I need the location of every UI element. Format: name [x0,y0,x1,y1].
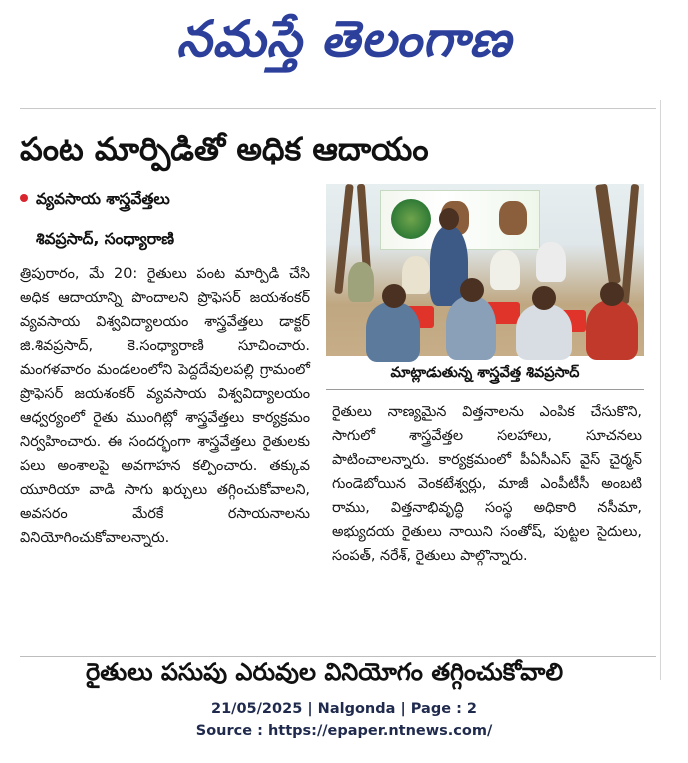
audience-person-2 [446,296,496,360]
newspaper-masthead [0,0,688,84]
article-headline: పంట మార్పిడితో అధిక ఆదాయం [20,130,429,168]
tree-trunk-left-2 [357,184,371,274]
masthead-logo-text: నమస్తే తెలంగాణ [176,10,512,68]
caption-divider [326,389,644,390]
seated-person-3 [490,250,520,290]
tree-trunk-right [595,184,621,285]
byline-names: శివప్రసాద్, సంధ్యారాణి [36,230,175,248]
article-photo [326,184,644,356]
audience-head-2 [460,278,484,302]
byline-role: వ్యవసాయ శాస్త్రవేత్తలు [36,190,170,208]
audience-head-1 [382,284,406,308]
audience-person-4 [586,300,638,360]
banner-emblem-icon [391,199,431,239]
clipping-source[interactable]: Source : https://epaper.ntnews.com/ [195,723,493,739]
speaker-head [439,208,459,230]
audience-head-3 [532,286,556,310]
tree-trunk-right-2 [621,184,639,304]
article-body-right-column: రైతులు నాణ్యమైన విత్తనాలను ఎంపిక చేసుకొని, సాగులో శాస్త్రవేత్తల సలహాలు, సూచనలు పాటించాలన్నారు. కార్యక్రమంలో పీఏసీఎస్ వైస్ చైర్మన్ గుండెబోయిన వెంకటేశ్వర్లు, మాజీ ఎంపీటీసీ అంబటి రాము, విత్తనాభివృద్ధి సంస్థ అధికారి నసీమా, అభ్యుదయ రైతులు నాయిని సంతోష్, పుట్టల సైదులు, సంపత్, నరేశ్, రైతులు పాల్గొన్నారు. [332,404,642,564]
seated-person-1 [348,262,374,302]
seated-person-2 [402,256,430,294]
seated-person-4 [536,242,566,282]
top-divider [20,108,656,109]
audience-person-3 [516,304,572,360]
bullet-icon [20,194,28,202]
next-article-cut-headline [86,658,586,686]
next-article-headline-text: రైతులు పసుపు ఎరువుల వినియోగం తగ్గించుకోవాలి [86,658,564,686]
column-edge-divider [660,100,661,680]
audience-head-4 [600,282,624,306]
banner-portrait-right [499,201,527,235]
clipping-meta: 21/05/2025 | Nalgonda | Page : 2 [210,701,478,717]
article-body-left-column: త్రిపురారం, మే 20: రైతులు పంట మార్పిడి చేసి అధిక ఆదాయాన్ని పొందాలని ప్రొఫెసర్ జయశంకర్ వ్యవసాయ విశ్వవిద్యాలయం శాస్త్రవేత్తలు డాక్టర్ జి.శివప్రసాద్, కె.సంధ్యారాణి సూచించారు. మంగళవారం మండలంలోని పెద్దదేవులపల్లి గ్రామంలో ప్రొఫెసర్ జయశంకర్ వ్యవసాయ విశ్వవిద్యాలయం ఆధ్వర్యంలో రైతు ముంగిట్లో శాస్త్రవేత్తలు కార్యక్రమం నిర్వహించారు. ఈ సందర్భంగా శాస్త్రవేత్తలు రైతులకు పలు అంశాలపై అవగాహన కల్పించారు. తక్కువ యూరియా వాడి సాగు ఖర్చులు తగ్గించుకోవాలని, అవసరం మేరకే రసాయనాలను వినియోగించుకోవాలన్నారు. [20,266,310,546]
photo-caption: మాట్లాడుతున్న శాస్త్రవేత్త శివప్రసాద్ [390,365,580,381]
audience-person-1 [366,302,420,362]
